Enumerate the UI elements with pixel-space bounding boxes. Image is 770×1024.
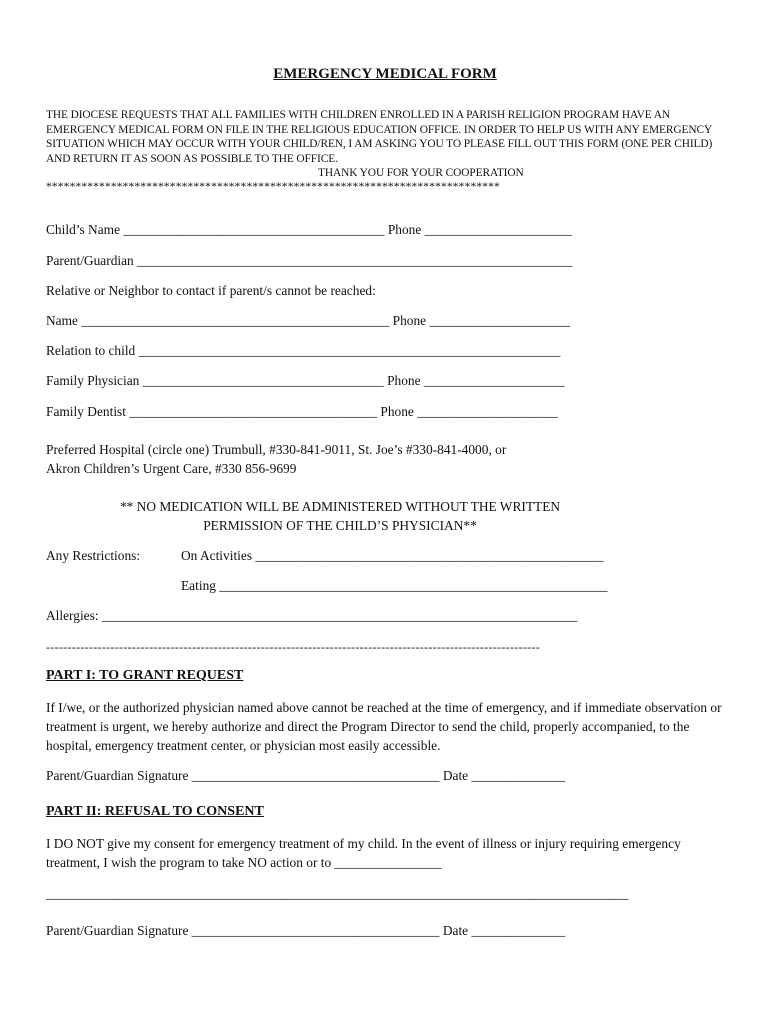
part1-text: If I/we, or the authorized physician named above cannot be reached at the time of emergency, and if immediate observation or treatment is urgent, we hereby authorize and direct the Program Director to send the child, properly accompanied, to the hospital, emergency treatment center, or physician most easily accessible. [46,700,722,753]
parent-guardian-field[interactable]: Parent/Guardian _________________________________________________________________ [46,253,573,268]
relation-field[interactable]: Relation to child _______________________________________________________________ [46,343,561,358]
form-title: EMERGENCY MEDICAL FORM [273,66,497,82]
intro-paragraph [46,108,736,181]
contact-name-field[interactable]: Name ______________________________________________ Phone _____________________ [46,313,571,328]
intro-text: THE DIOCESE REQUESTS THAT ALL FAMILIES WITH CHILDREN ENROLLED IN A PARISH RELIGION PROGRAM HAVE AN EMERGENCY MEDICAL FORM ON FILE IN THE RELIGIOUS EDUCATION OFFICE. IN ORDER TO HELP US WITH ANY EMERGENCY SITUATION WHICH MAY OCCUR WITH YOUR CHILD/REN, I AM ASKING YOU TO PLEASE FILL OUT THIS FORM (ONE PER CHILD) AND RETURN IT AS SOON AS POSSIBLE TO THE OFFICE. [46,109,713,165]
part2-signature-field[interactable]: Parent/Guardian Signature _____________________________________ Date ______________ [46,923,566,938]
activities-field[interactable]: On Activities ____________________________________________________ [181,548,604,563]
hospital-line-2: Akron Children’s Urgent Care, #330 856-9699 [46,461,297,476]
restrictions-label: Any Restrictions: [46,548,141,563]
part2-text[interactable]: I DO NOT give my consent for emergency treatment of my child. In the event of illness or injury requiring emergency treatment, I wish the program to take NO action or to ________________ [46,836,681,870]
star-divider: ***************************************************************************** [46,181,500,193]
eating-field[interactable]: Eating __________________________________________________________ [181,578,608,593]
family-dentist-field[interactable]: Family Dentist _____________________________________ Phone _____________________ [46,404,558,419]
part2-blank-line[interactable]: _______________________________________________________________________________________ [46,886,629,901]
relative-prompt: Relative or Neighbor to contact if parent/s cannot be reached: [46,283,376,298]
medication-notice-1: ** NO MEDICATION WILL BE ADMINISTERED WITHOUT THE WRITTEN [119,499,561,514]
medication-notice-2: PERMISSION OF THE CHILD’S PHYSICIAN** [203,518,477,533]
part2-heading: PART II: REFUSAL TO CONSENT [46,804,264,819]
hospital-line-1: Preferred Hospital (circle one) Trumbull, #330-841-9011, St. Joe’s #330-841-4000, or [46,442,507,457]
family-physician-field[interactable]: Family Physician ____________________________________ Phone _____________________ [46,373,565,388]
part1-signature-field[interactable]: Parent/Guardian Signature _____________________________________ Date ______________ [46,768,566,783]
child-name-field[interactable]: Child’s Name _______________________________________ Phone ______________________ [46,222,572,237]
part1-heading: PART I: TO GRANT REQUEST [46,668,244,683]
allergies-field[interactable]: Allergies: _______________________________________________________________________ [46,608,578,623]
thanks-line: THANK YOU FOR YOUR COOPERATION [318,167,524,179]
dashed-divider: ------------------------------------------------------------------------------------------------------------------- [46,640,541,654]
